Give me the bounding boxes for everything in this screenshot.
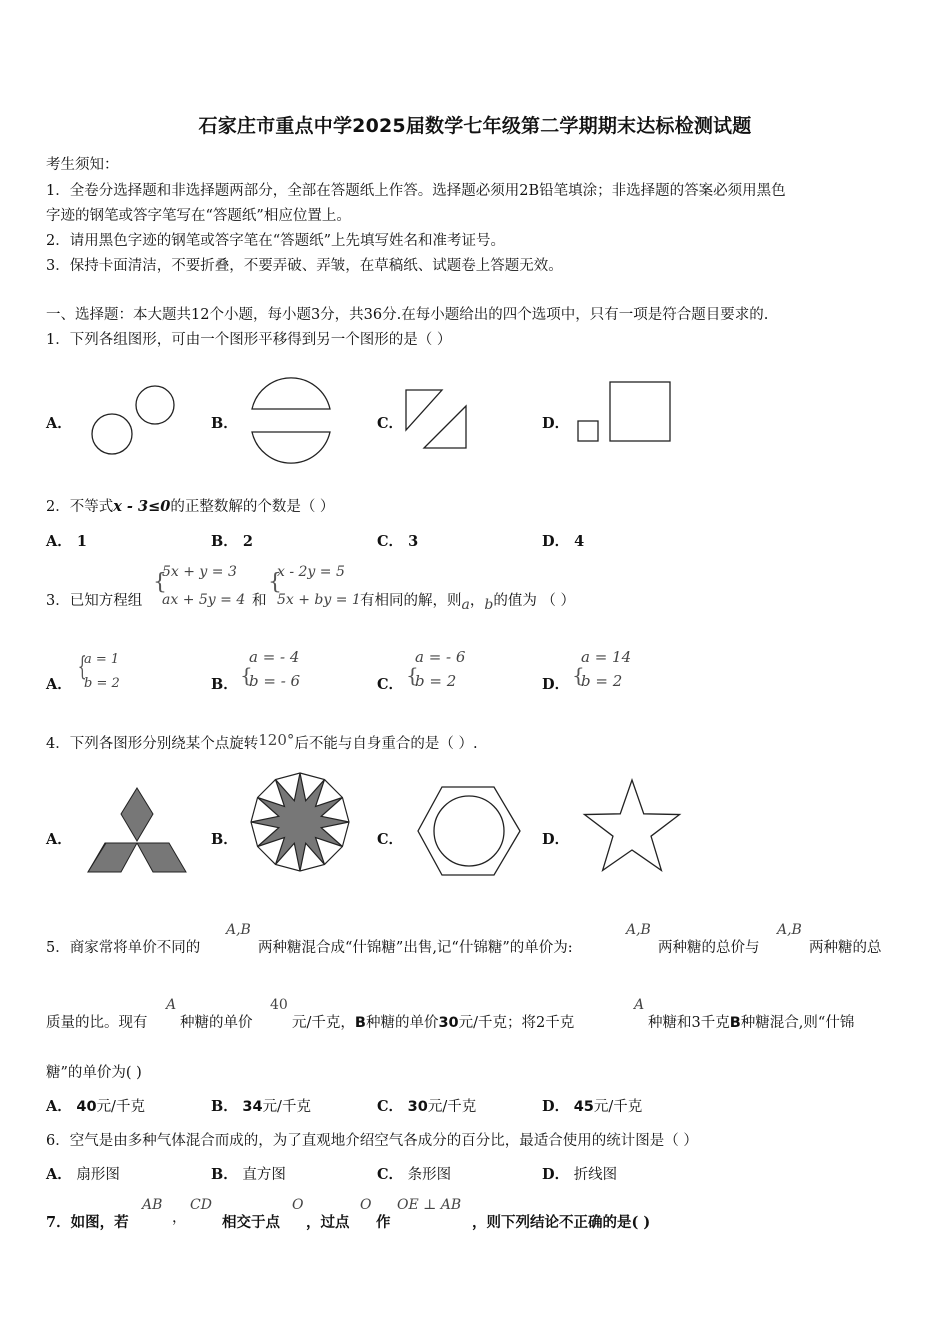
q5-line1b: 两种糖混合成“什锦糖”出售,记“什锦糖”的单价为: — [258, 940, 573, 956]
q7-o2: O — [360, 1197, 372, 1213]
q1-option-a-label: A． — [46, 415, 72, 432]
q2-option-b: B． 2 — [211, 533, 253, 550]
q7-cd: CD — [190, 1197, 212, 1213]
q3-option-b-values: a = - 4 b = - 6 — [249, 648, 301, 690]
q2-option-a: A． 1 — [46, 533, 87, 550]
q4-option-d-figure-five-point-star — [580, 776, 684, 876]
q5-line2c: 元/千克，B种糖的单价30元/千克；将2千克 — [292, 1015, 575, 1031]
q3-option-d-label: D． — [542, 676, 570, 693]
q5-var-a-2: A — [634, 997, 645, 1013]
q2-suffix: 的正整数解的个数是（ ） — [170, 499, 335, 515]
q5-forty: 40 — [270, 997, 288, 1013]
q7-p3: ，过点 — [306, 1214, 350, 1231]
q3-suffix: 有相同的解，则a，b的值为 （ ） — [360, 593, 576, 613]
q3-option-b-brace: { — [240, 663, 253, 687]
q4-option-b-figure-star-in-polygon — [248, 770, 352, 874]
q7-p2: 相交于点 — [222, 1214, 280, 1231]
q5-line3: 糖”的单价为( ) — [46, 1065, 142, 1081]
q6-option-b: B． 直方图 — [211, 1166, 286, 1183]
q7-prefix: 7．如图，若 — [46, 1214, 129, 1231]
q7-o1: O — [292, 1197, 304, 1213]
q5-line1a: 5．商家常将单价不同的 — [46, 940, 201, 956]
q3-option-a-label: A． — [46, 676, 72, 693]
notice-item: 1．全卷分选择题和非选择题两部分，全部在答题纸上作答。选择题必须用2B铅笔填涂；非选择题的答案必须用黑色 — [46, 183, 786, 199]
q1-option-c-label: C． — [377, 415, 404, 432]
notice-heading: 考生须知： — [46, 157, 119, 173]
q3-option-b-label: B． — [211, 676, 238, 693]
q7-ab: AB — [142, 1197, 163, 1213]
q5-line2b: 种糖的单价 — [180, 1015, 253, 1031]
q5-ab-2: A,B — [626, 922, 651, 938]
q2-option-c: C． 3 — [377, 533, 419, 550]
q3-prefix: 3．已知方程组 — [46, 593, 143, 609]
q1-option-b-figure-two-segments — [250, 383, 334, 455]
q4-option-a-figure-three-rhombi — [86, 786, 188, 876]
q3-system-2: x - 2y = 5 5x + by = 1 — [277, 564, 361, 608]
q7-perp: OE ⊥ AB — [397, 1197, 462, 1213]
q1-option-d-label: D． — [542, 415, 570, 432]
q2-inequality: x - 3≤0 — [113, 498, 171, 515]
q1-option-a-figure-two-circles — [85, 380, 185, 460]
q3-option-a-brace: { — [77, 652, 87, 682]
q4-option-c-figure-circle-in-hexagon — [416, 785, 522, 877]
notice-item: 字迹的钢笔或答字笔写在“答题纸”相应位置上。 — [46, 208, 351, 224]
q3-option-c-values: a = - 6 b = 2 — [415, 648, 466, 690]
q5-line1c: 两种糖的总价与 — [658, 940, 760, 956]
question-2-text — [46, 495, 334, 516]
question-6-text: 6．空气是由多种气体混合而成的，为了直观地介绍空气各成分的百分比，最适合使用的统计图是（ ） — [46, 1133, 698, 1149]
q4-option-d-label: D． — [542, 831, 570, 848]
q5-line1d: 两种糖的总 — [809, 940, 882, 956]
notice-item: 3．保持卡面清洁，不要折叠，不要弄破、弄皱，在草稿纸、试题卷上答题无效。 — [46, 258, 563, 274]
q3-and: 和 — [252, 593, 267, 609]
q3-brace-2: { — [268, 570, 282, 595]
q3-option-c-label: C． — [377, 676, 404, 693]
q3-option-d-values: a = 14 b = 2 — [581, 648, 632, 690]
q3-option-d-brace: { — [572, 663, 585, 687]
q5-option-a: A． 40元/千克 — [46, 1098, 145, 1115]
q6-option-a: A． 扇形图 — [46, 1166, 120, 1183]
q5-line2g: 种糖和3千克B种糖混合,则“什锦 — [648, 1015, 855, 1031]
section-heading: 一、选择题：本大题共12个小题，每小题3分，共36分.在每小题给出的四个选项中，只有一项是符合题目要求的. — [46, 307, 769, 323]
q3-brace-1: { — [153, 570, 167, 595]
q3-option-c-brace: { — [406, 663, 419, 687]
q5-var-a-1: A — [166, 997, 177, 1013]
q5-option-d: D． 45元/千克 — [542, 1098, 643, 1115]
q6-option-d: D． 折线图 — [542, 1166, 618, 1183]
q1-option-d-figure-two-squares — [576, 380, 676, 446]
page-title: 石家庄市重点中学2025届数学七年级第二学期期末达标检测试题 — [198, 115, 752, 137]
q5-line2a: 质量的比。现有 — [46, 1015, 148, 1031]
question-1-text: 1．下列各组图形，可由一个图形平移得到另一个图形的是（ ） — [46, 332, 452, 348]
q7-comma: ， — [172, 1210, 187, 1226]
q5-option-c: C． 30元/千克 — [377, 1098, 477, 1115]
q4-option-c-label: C． — [377, 831, 404, 848]
q2-prefix: 2．不等式 — [46, 499, 114, 515]
q6-option-c: C． 条形图 — [377, 1166, 452, 1183]
q4-option-a-label: A． — [46, 831, 72, 848]
question-4-text: 4．下列各图形分别绕某个点旋转120°后不能与自身重合的是（ ）. — [46, 731, 478, 752]
q3-system-1: 5x + y = 3 ax + 5y = 4 — [162, 564, 246, 608]
q7-p5: ，则下列结论不正确的是( ) — [472, 1214, 651, 1231]
q4-option-b-label: B． — [211, 831, 238, 848]
q4-angle: 120° — [258, 731, 295, 749]
notice-item: 2．请用黑色字迹的钢笔或答字笔在“答题纸”上先填写姓名和准考证号。 — [46, 233, 506, 249]
q3-option-a-values: a = 1 b = 2 — [84, 652, 120, 691]
q2-option-d: D． 4 — [542, 533, 585, 550]
q5-ab-1: A,B — [226, 922, 251, 938]
q5-option-b: B． 34元/千克 — [211, 1098, 311, 1115]
q1-option-b-label: B． — [211, 415, 238, 432]
q7-p4: 作 — [376, 1214, 391, 1231]
q5-ab-3: A,B — [777, 922, 802, 938]
q1-option-c-figure-two-triangles — [404, 388, 474, 452]
